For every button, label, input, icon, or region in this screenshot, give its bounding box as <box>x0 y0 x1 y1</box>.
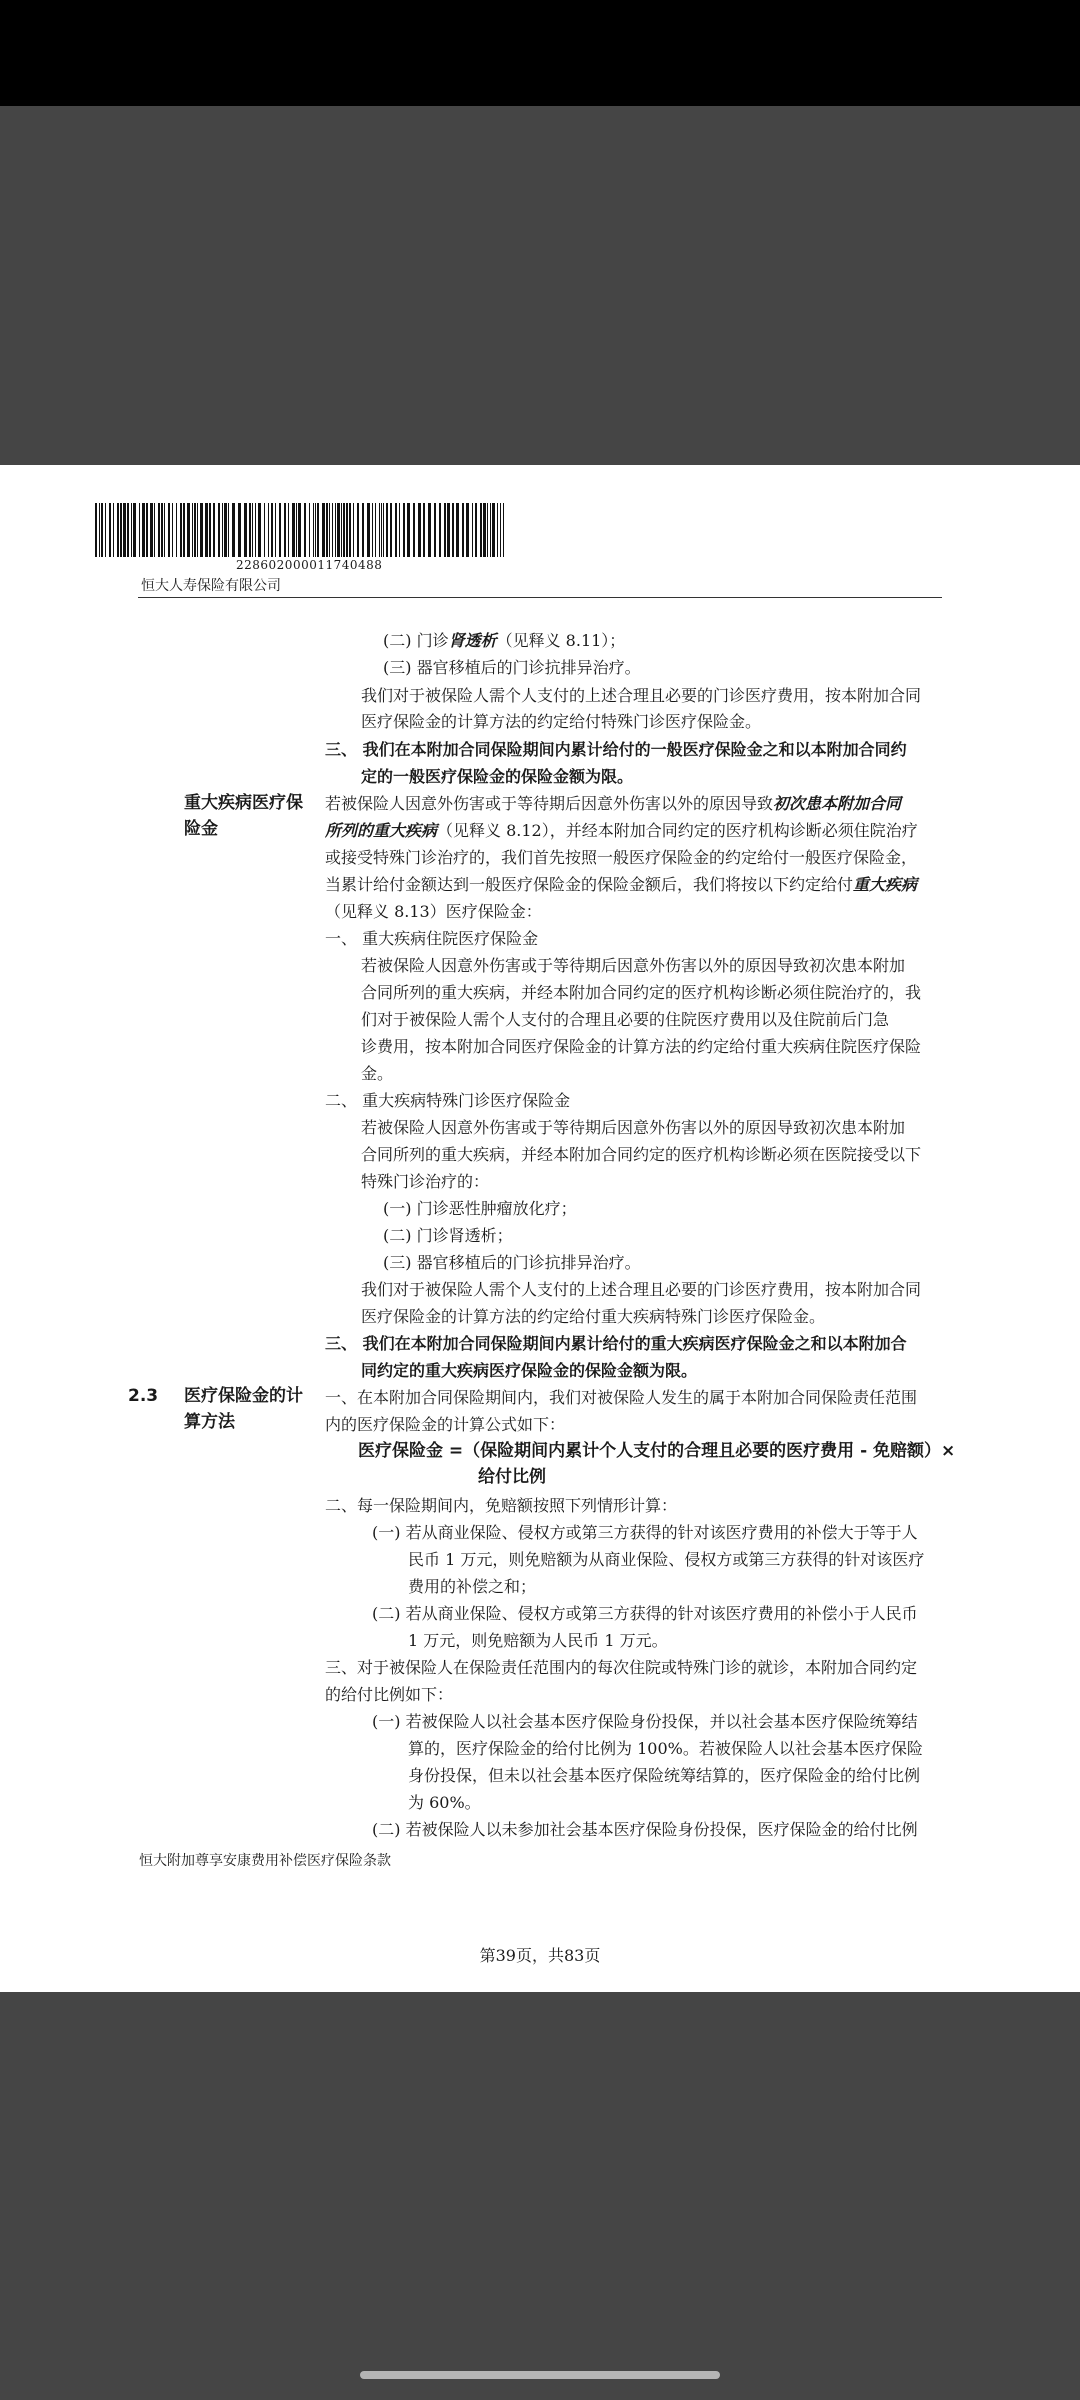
text-line: (二) 若被保险人以未参加社会基本医疗保险身份投保，医疗保险金的给付比例 <box>372 1820 918 1839</box>
text-line: 诊费用，按本附加合同医疗保险金的计算方法的约定给付重大疾病住院医疗保险 <box>361 1037 922 1056</box>
section-title: 重大疾病医疗保 <box>184 793 303 813</box>
text-line: 我们对于被保险人需个人支付的上述合理且必要的门诊医疗费用，按本附加合同 <box>361 686 922 705</box>
text-line: (三) 器官移植后的门诊抗排异治疗。 <box>383 658 641 677</box>
text-line: 内的医疗保险金的计算公式如下： <box>325 1415 566 1434</box>
text-line: 二、每一保险期间内，免赔额按照下列情形计算： <box>325 1496 678 1515</box>
footer-title: 恒大附加尊享安康费用补偿医疗保险条款 <box>139 1853 391 1869</box>
text-line: 费用的补偿之和； <box>408 1577 537 1596</box>
text-line: 若被保险人因意外伤害或于等待期后因意外伤害以外的原因导致初次患本附加合同 <box>325 794 902 813</box>
text-line: (一) 若从商业保险、侵权方或第三方获得的针对该医疗费用的补偿大于等于人 <box>372 1523 918 1542</box>
text-line: 医疗保险金的计算方法的约定给付特殊门诊医疗保险金。 <box>361 712 762 731</box>
text-line: (一) 若被保险人以社会基本医疗保险身份投保，并以社会基本医疗保险统筹结 <box>372 1712 918 1731</box>
section-number: 2.3 <box>128 1386 159 1406</box>
document-page <box>0 465 1080 1992</box>
section-title: 险金 <box>184 819 218 839</box>
text-line: （见释义 8.13）医疗保险金： <box>325 902 542 921</box>
text-line: 或接受特殊门诊治疗的，我们首先按照一般医疗保险金的约定给付一般医疗保险金， <box>325 848 918 867</box>
formula-line: 给付比例 <box>478 1467 546 1487</box>
status-bar-area <box>0 0 1080 106</box>
text-line: 所列的重大疾病（见释义 8.12），并经本附加合同约定的医疗机构诊断必须住院治疗 <box>325 821 918 840</box>
text-line: 特殊门诊治疗的： <box>361 1172 490 1191</box>
formula-line: 医疗保险金 =（保险期间内累计个人支付的合理且必要的医疗费用 - 免赔额）× <box>358 1441 956 1461</box>
text-line: (三) 器官移植后的门诊抗排异治疗。 <box>383 1253 641 1272</box>
header-divider <box>138 597 942 598</box>
text-line: 我们对于被保险人需个人支付的上述合理且必要的门诊医疗费用，按本附加合同 <box>361 1280 922 1299</box>
text-line: 合同所列的重大疾病，并经本附加合同约定的医疗机构诊断必须住院治疗的，我 <box>361 983 922 1002</box>
text-line: 二、 重大疾病特殊门诊医疗保险金 <box>325 1091 571 1110</box>
text-line: 同约定的重大疾病医疗保险金的保险金额为限。 <box>361 1361 698 1380</box>
text-line: 的给付比例如下： <box>325 1685 454 1704</box>
text-line: 医疗保险金的计算方法的约定给付重大疾病特殊门诊医疗保险金。 <box>361 1307 826 1326</box>
text-line: 算的，医疗保险金的给付比例为 100%。若被保险人以社会基本医疗保险 <box>408 1739 923 1758</box>
text-line: 三、 我们在本附加合同保险期间内累计给付的重大疾病医疗保险金之和以本附加合 <box>325 1334 907 1353</box>
company-name: 恒大人寿保险有限公司 <box>141 578 281 594</box>
text-line: 民币 1 万元，则免赔额为从商业保险、侵权方或第三方获得的针对该医疗 <box>408 1550 925 1569</box>
text-line: (二) 门诊肾透析； <box>383 1226 513 1245</box>
barcode-image <box>95 503 510 557</box>
text-line: 1 万元，则免赔额为人民币 1 万元。 <box>408 1631 668 1650</box>
text-line: 当累计给付金额达到一般医疗保险金的保险金额后，我们将按以下约定给付重大疾病 <box>325 875 918 894</box>
text-line: 若被保险人因意外伤害或于等待期后因意外伤害以外的原因导致初次患本附加 <box>361 956 906 975</box>
text-line: 若被保险人因意外伤害或于等待期后因意外伤害以外的原因导致初次患本附加 <box>361 1118 906 1137</box>
text-line: (二) 门诊肾透析（见释义 8.11）； <box>383 631 626 650</box>
text-line: 三、 我们在本附加合同保险期间内累计给付的一般医疗保险金之和以本附加合同约 <box>325 740 907 759</box>
barcode-number: 2286020000117404​88 <box>236 558 383 572</box>
text-line: 三、对于被保险人在保险责任范围内的每次住院或特殊门诊的就诊，本附加合同约定 <box>325 1658 918 1677</box>
section-title: 医疗保险金的计 <box>184 1386 303 1406</box>
text-line: 金。 <box>361 1064 394 1083</box>
home-indicator[interactable] <box>360 2371 720 2379</box>
text-line: 身份投保，但未以社会基本医疗保险统筹结算的，医疗保险金的给付比例 <box>408 1766 921 1785</box>
text-line: 们对于被保险人需个人支付的合理且必要的住院医疗费用以及住院前后门急 <box>361 1010 890 1029</box>
text-line: (二) 若从商业保险、侵权方或第三方获得的针对该医疗费用的补偿小于人民币 <box>372 1604 918 1623</box>
text-line: 一、 重大疾病住院医疗保险金 <box>325 929 539 948</box>
text-line: 合同所列的重大疾病，并经本附加合同约定的医疗机构诊断必须在医院接受以下 <box>361 1145 922 1164</box>
page-indicator: 第39页，共83页 <box>479 1946 601 1965</box>
text-line: 定的一般医疗保险金的保险金额为限。 <box>361 767 634 786</box>
text-line: (一) 门诊恶性肿瘤放化疗； <box>383 1199 577 1218</box>
section-title: 算方法 <box>184 1412 235 1432</box>
text-line: 为 60%。 <box>408 1793 481 1812</box>
text-line: 一、在本附加合同保险期间内，我们对被保险人发生的属于本附加合同保险责任范围 <box>325 1388 918 1407</box>
